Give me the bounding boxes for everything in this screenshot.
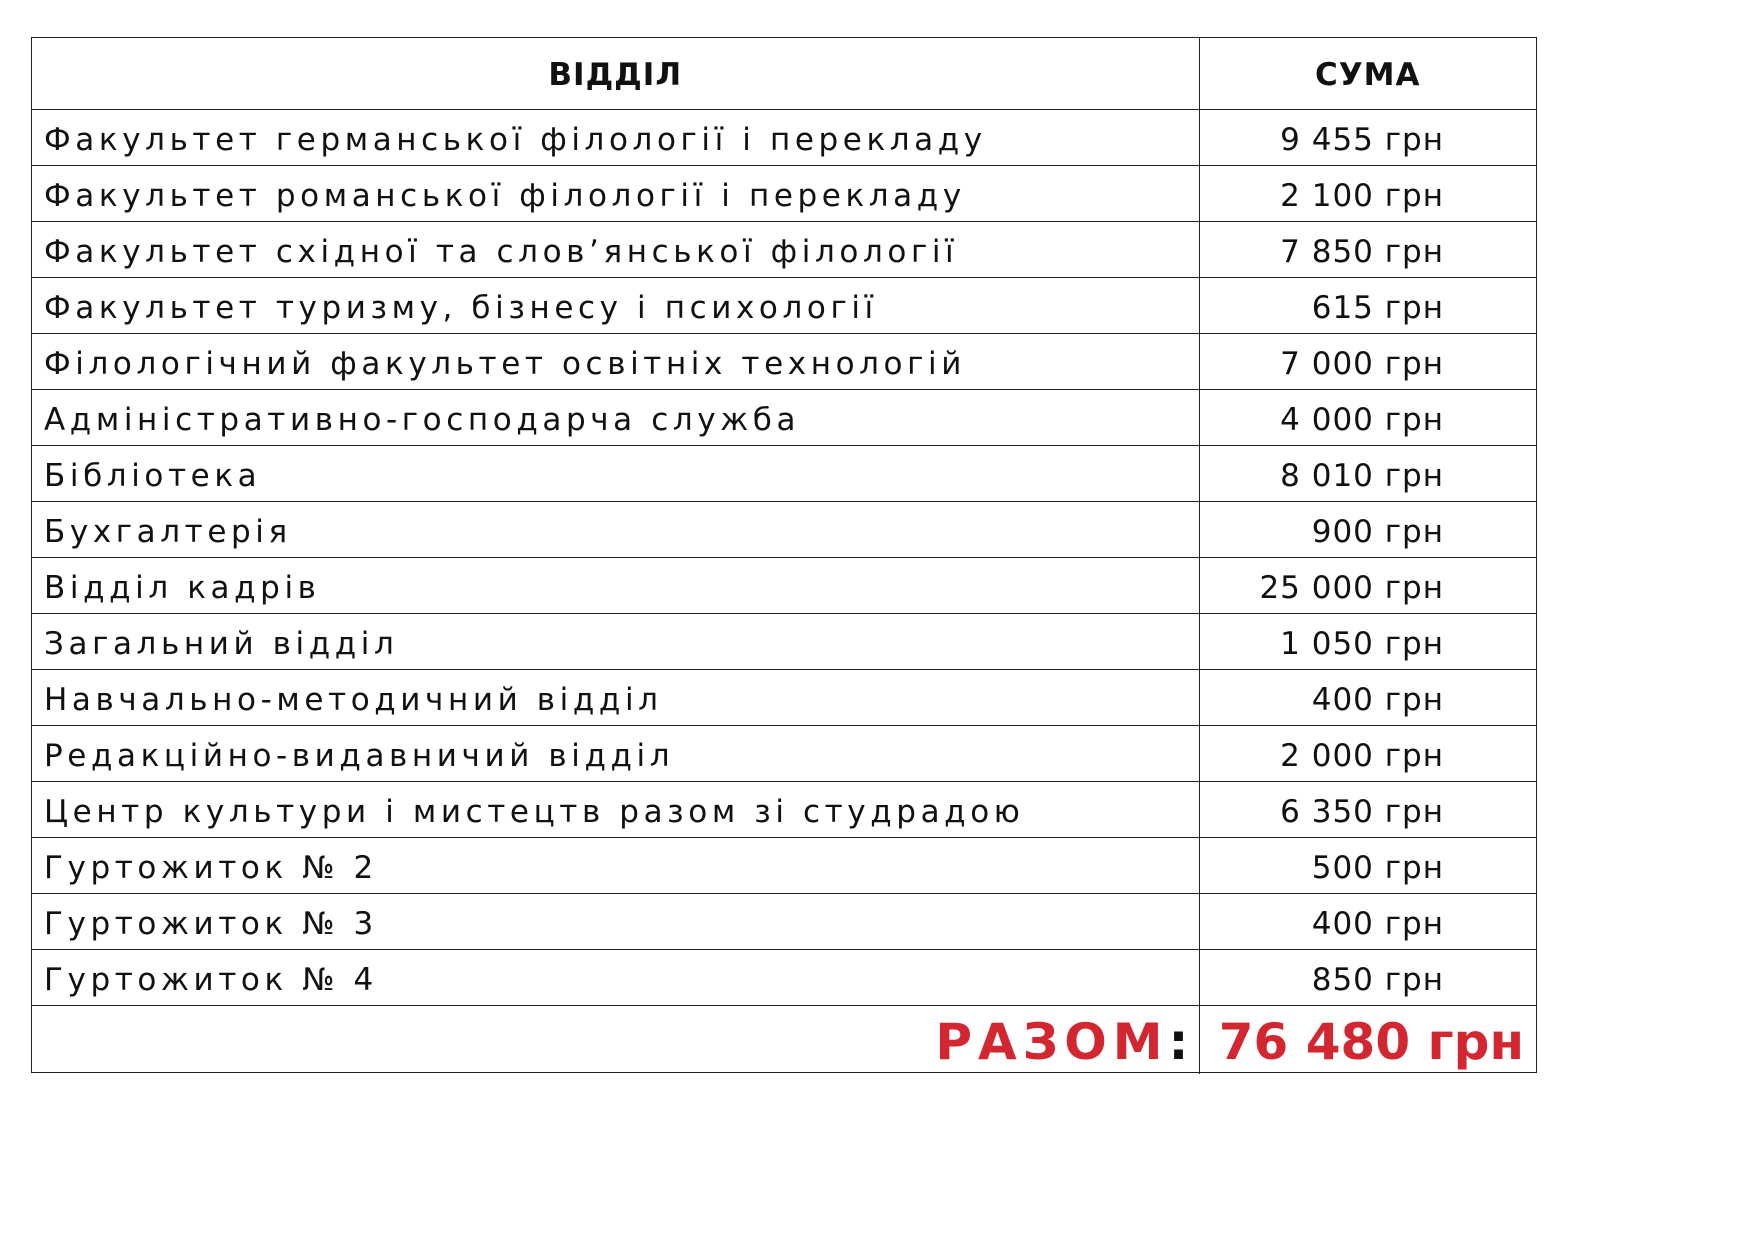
table-row xyxy=(32,557,1536,613)
department-name: Гуртожиток № 3 xyxy=(32,893,1199,949)
department-amount: 1 050 грн xyxy=(1199,613,1536,669)
department-name: Відділ кадрів xyxy=(32,557,1199,613)
department-name: Бібліотека xyxy=(32,445,1199,501)
total-label-cell xyxy=(32,1005,1199,1074)
department-amount: 615 грн xyxy=(1199,277,1536,333)
department-name: Навчально-методичний відділ xyxy=(32,669,1199,725)
header-row xyxy=(32,38,1536,109)
department-name: Факультет туризму, бізнесу і психології xyxy=(32,277,1199,333)
table-row xyxy=(32,389,1536,445)
department-name: Центр культури і мистецтв разом зі студрадою xyxy=(32,781,1199,837)
table-row xyxy=(32,221,1536,277)
table-row xyxy=(32,669,1536,725)
total-row xyxy=(32,1005,1536,1074)
table-row xyxy=(32,781,1536,837)
table-row xyxy=(32,837,1536,893)
department-amount: 400 грн xyxy=(1199,893,1536,949)
department-amount: 6 350 грн xyxy=(1199,781,1536,837)
total-value: 76 480 грн xyxy=(1199,1005,1536,1074)
department-name: Факультет германської філології і перекладу xyxy=(32,109,1199,165)
table-row xyxy=(32,277,1536,333)
table-row xyxy=(32,333,1536,389)
department-name: Факультет романської філології і перекладу xyxy=(32,165,1199,221)
table-header xyxy=(32,38,1536,109)
department-name: Філологічний факультет освітніх технологій xyxy=(32,333,1199,389)
department-name: Адміністративно-господарча служба xyxy=(32,389,1199,445)
department-name: Гуртожиток № 2 xyxy=(32,837,1199,893)
department-amount: 2 100 грн xyxy=(1199,165,1536,221)
department-name: Бухгалтерія xyxy=(32,501,1199,557)
department-amount: 850 грн xyxy=(1199,949,1536,1005)
department-amount: 2 000 грн xyxy=(1199,725,1536,781)
table-row xyxy=(32,893,1536,949)
table-row xyxy=(32,445,1536,501)
department-amount: 400 грн xyxy=(1199,669,1536,725)
table-row xyxy=(32,613,1536,669)
table-footer xyxy=(32,1005,1536,1074)
total-colon: : xyxy=(1168,1012,1189,1071)
department-amount: 4 000 грн xyxy=(1199,389,1536,445)
table-row xyxy=(32,501,1536,557)
donations-table xyxy=(32,38,1536,1074)
department-amount: 9 455 грн xyxy=(1199,109,1536,165)
table-row xyxy=(32,109,1536,165)
department-amount: 7 000 грн xyxy=(1199,333,1536,389)
donations-table-frame xyxy=(31,37,1537,1073)
department-amount: 7 850 грн xyxy=(1199,221,1536,277)
table-body xyxy=(32,109,1536,1005)
department-amount: 500 грн xyxy=(1199,837,1536,893)
department-name: Загальний відділ xyxy=(32,613,1199,669)
department-amount: 900 грн xyxy=(1199,501,1536,557)
department-name: Редакційно-видавничий відділ xyxy=(32,725,1199,781)
total-label: РАЗОМ xyxy=(935,1012,1169,1071)
department-amount: 8 010 грн xyxy=(1199,445,1536,501)
department-name: Гуртожиток № 4 xyxy=(32,949,1199,1005)
table-row xyxy=(32,165,1536,221)
table-row xyxy=(32,725,1536,781)
department-amount: 25 000 грн xyxy=(1199,557,1536,613)
department-column-header: ВІДДІЛ xyxy=(32,38,1199,109)
table-row xyxy=(32,949,1536,1005)
amount-column-header: СУМА xyxy=(1199,38,1536,109)
department-name: Факультет східної та слов’янської філології xyxy=(32,221,1199,277)
